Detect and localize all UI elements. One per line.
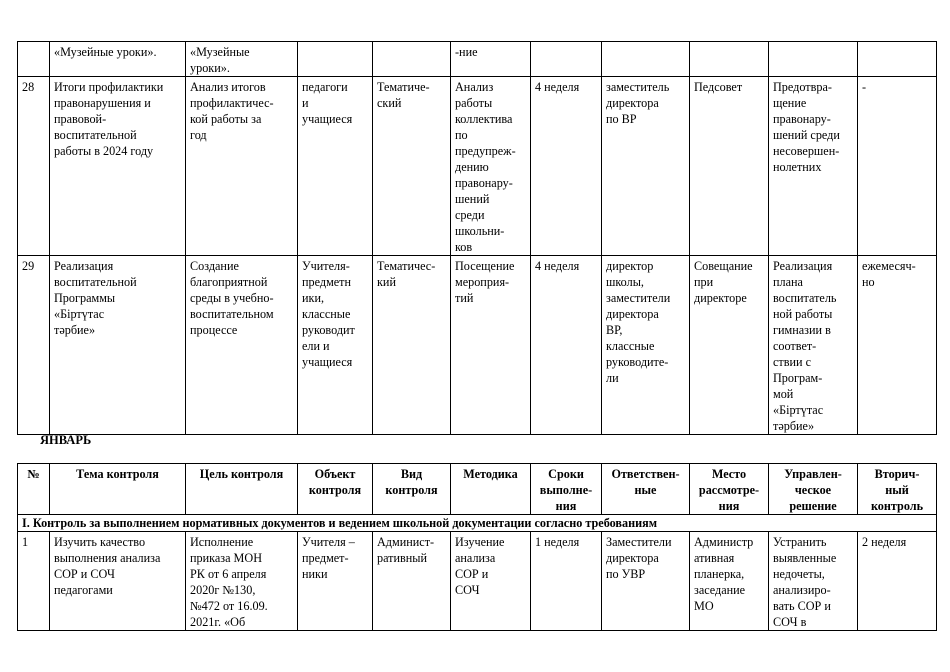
month-heading: ЯНВАРЬ <box>40 433 92 447</box>
table-cell: Создание благоприятной среды в учебно- воспитательном процессе <box>186 256 298 435</box>
table-row <box>18 42 937 77</box>
column-header: Тема контроля <box>50 464 186 515</box>
table-cell: Изучить качество выполнения анализа СОР и СОЧ педагогами <box>50 532 186 631</box>
column-header: Ответствен- ные <box>602 464 690 515</box>
table-cell: директор школы, заместители директора ВР, классные руководите- ли <box>602 256 690 435</box>
table-cell: «Музейные уроки». <box>50 42 186 77</box>
column-header: Место рассмотре- ния <box>690 464 769 515</box>
table-cell: 4 неделя <box>531 256 602 435</box>
section-title: I. Контроль за выполнением нормативных документов и ведением школьной документации согласно требованиям <box>18 515 937 532</box>
table-cell <box>690 42 769 77</box>
table-cell: 28 <box>18 77 50 256</box>
table-cell: 1 <box>18 532 50 631</box>
table-cell: Админист- ративный <box>373 532 451 631</box>
section-row <box>18 515 937 532</box>
table-cell: Анализ итогов профилактичес- кой работы за год <box>186 77 298 256</box>
control-plan-table-december <box>17 41 937 435</box>
table-cell: Исполнение приказа МОН РК от 6 апреля 2020г №130, №472 от 16.09. 2021г. «Об <box>186 532 298 631</box>
column-header: Объект контроля <box>298 464 373 515</box>
table-cell <box>18 42 50 77</box>
table-cell <box>602 42 690 77</box>
column-header: Цель контроля <box>186 464 298 515</box>
table-cell: «Музейные уроки». <box>186 42 298 77</box>
table-cell: -ние <box>451 42 531 77</box>
table-row <box>18 77 937 256</box>
table-cell: заместитель директора по ВР <box>602 77 690 256</box>
table-cell: Учителя- предметн ики, классные руководит ели и учащиеся <box>298 256 373 435</box>
table-cell <box>298 42 373 77</box>
table-cell: Администр ативная планерка, заседание МО <box>690 532 769 631</box>
column-header: Вторич- ный контроль <box>858 464 937 515</box>
column-header: Вид контроля <box>373 464 451 515</box>
table-cell: ежемесяч- но <box>858 256 937 435</box>
control-plan-table-january <box>17 463 937 631</box>
column-header: Сроки выполне- ния <box>531 464 602 515</box>
table-cell: Устранить выявленные недочеты, анализиро- вать СОР и СОЧ в <box>769 532 858 631</box>
table-cell: Итоги профилактики правонарушения и правовой- воспитательной работы в 2024 году <box>50 77 186 256</box>
column-header: Методика <box>451 464 531 515</box>
table-cell: Тематичес- кий <box>373 256 451 435</box>
table-cell <box>858 42 937 77</box>
table-cell: 29 <box>18 256 50 435</box>
table-header-row <box>18 464 937 515</box>
table-cell: педагоги и учащиеся <box>298 77 373 256</box>
table-cell: Реализация воспитательной Программы «Біртүтас тәрбие» <box>50 256 186 435</box>
column-header: Управлен- ческое решение <box>769 464 858 515</box>
table-cell: - <box>858 77 937 256</box>
table-cell: Анализ работы коллектива по предупреж- дению правонару- шений среди школьни- ков <box>451 77 531 256</box>
column-header: № <box>18 464 50 515</box>
table-cell: Посещение мероприя- тий <box>451 256 531 435</box>
table-cell: 2 неделя <box>858 532 937 631</box>
table-cell: Изучение анализа СОР и СОЧ <box>451 532 531 631</box>
table-cell: Тематиче- ский <box>373 77 451 256</box>
table-cell: Педсовет <box>690 77 769 256</box>
table-cell <box>373 42 451 77</box>
table-cell: Предотвра- щение правонару- шений среди несовершен- нолетних <box>769 77 858 256</box>
table-cell: Заместители директора по УВР <box>602 532 690 631</box>
table-cell <box>769 42 858 77</box>
table-cell: Совещание при директоре <box>690 256 769 435</box>
table-row <box>18 532 937 631</box>
table-cell: Учителя – предмет- ники <box>298 532 373 631</box>
table-cell: 4 неделя <box>531 77 602 256</box>
table-cell: Реализация плана воспитатель ной работы гимназии в соответ- ствии с Програм- мой «Біртүтас тәрбие» <box>769 256 858 435</box>
table-row <box>18 256 937 435</box>
table-cell: 1 неделя <box>531 532 602 631</box>
table-cell <box>531 42 602 77</box>
